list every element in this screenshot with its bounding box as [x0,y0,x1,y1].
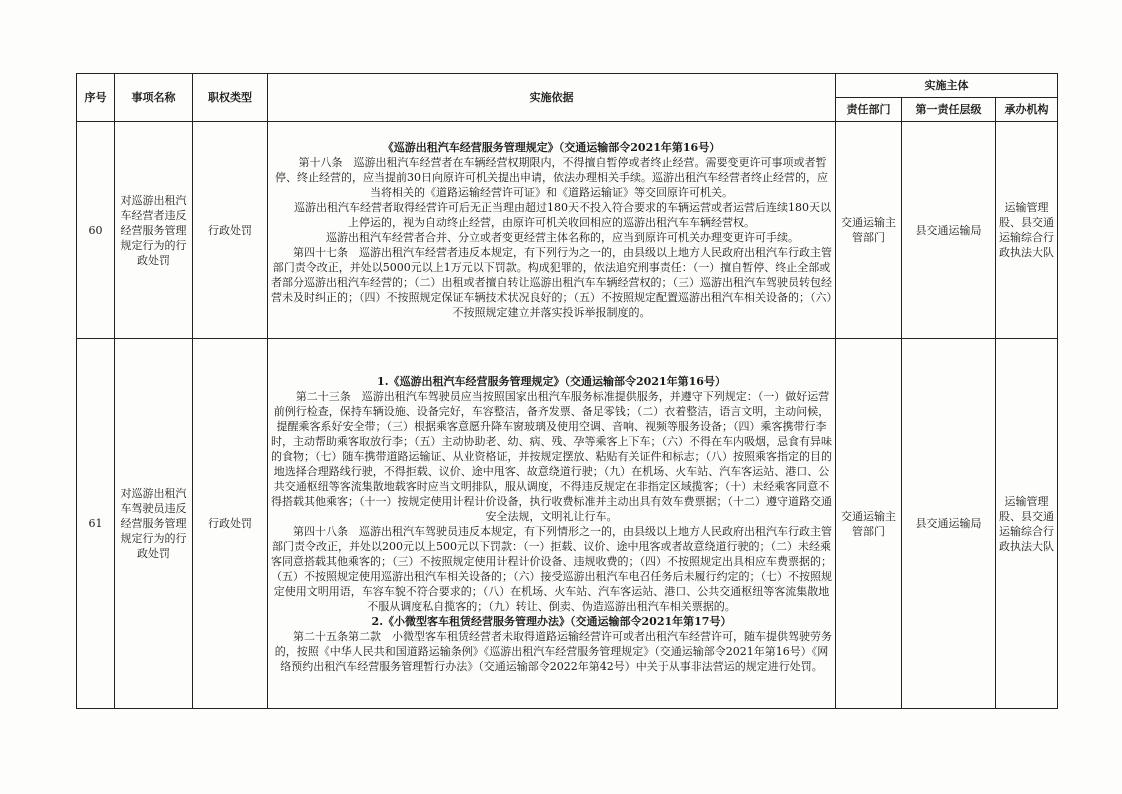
row-item-name: 对巡游出租汽车驾驶员违反经营服务管理规定行为的行政处罚 [115,339,193,709]
header-level: 第一责任层级 [902,98,996,122]
header-org: 承办机构 [996,98,1058,122]
header-basis: 实施依据 [268,74,836,122]
basis-title: 《巡游出租汽车经营服务管理规定》（交通运输部令2021年第16号） [382,141,721,154]
table-row [77,339,1058,709]
row-power-type: 行政处罚 [193,122,268,339]
row-dept: 交通运输主管部门 [836,339,902,709]
row-power-type: 行政处罚 [193,339,268,709]
basis-paragraph: 第二十五条第二款 小微型客车租赁经营者未取得道路运输经营许可或者出租汽车经营许可，随车提供驾驶劳务的，按照《中华人民共和国道路运输条例》《巡游出租汽车经营服务管理规定》（交通运输部令2021年第16号）《网络预约出租汽车经营服务管理暂行办法》（交通运输部令2022年第42号）中关于从事非法营运的规定进行处罚。 [274,629,832,673]
basis-paragraph: 第二十三条 巡游出租汽车驾驶员应当按照国家出租汽车服务标准提供服务，并遵守下列规定：（一）做好运营前例行检查，保持车辆设施、设备完好，车容整洁，备齐发票、备足零钱；（二）衣着整洁，语言文明，主动问候，提醒乘客系好安全带；（三）根据乘客意愿升降车窗玻璃及使用空调、音响、视频等服务设备；（四）乘客携带行李时，主动帮助乘客取放行李；（五）主动协助老、幼、病、残、孕等乘客上下车；（六）不得在车内吸烟，忌食有异味的食物；（七）随车携带道路运输证、从业资格证，并按规定摆放、粘贴有关证件和标志；（八）按照乘客指定的目的地选择合理路线行驶，不得拒载、议价、途中甩客、故意绕道行驶；（九）在机场、火车站、汽车客运站、港口、公共交通枢纽等客流集散地载客时应当文明排队，服从调度，不得违反规定在非指定区域揽客；（十）未经乘客同意不得搭载其他乘客；（十一）按规定使用计程计价设备，执行收费标准并主动出具有效车费票据；（十二）遵守道路交通安全法规，文明礼让行车。 [271,389,832,523]
row-org: 运输管理股、县交通运输综合行政执法大队 [996,122,1058,339]
row-basis [268,122,836,339]
basis-paragraph: 第四十八条 巡游出租汽车驾驶员违反本规定，有下列情形之一的，由县级以上地方人民政府出租汽车行政主管部门责令改正，并处以200元以上500元以下罚款：（一）拒载、议价、途中甩客或者故意绕道行驶的；（二）未经乘客同意搭载其他乘客的；（三）不按照规定使用计程计价设备、违规收费的；（四）不按照规定出具相应车费票据的；（五）不按照规定使用巡游出租汽车相关设备的；（六）接受巡游出租汽车电召任务后未履行约定的；（七）不按照规定使用文明用语，车容车貌不符合要求的；（八）在机场、火车站、汽车客运站、港口、公共交通枢纽等客流集散地不服从调度私自揽客的；（九）转让、倒卖、伪造巡游出租汽车相关票据的。 [271,524,832,613]
row-dept: 交通运输主管部门 [836,122,902,339]
enforcement-table [76,73,1058,709]
basis-title: 2.《小微型客车租赁经营服务管理办法》（交通运输部令2021年第17号） [371,614,732,628]
table-row [77,122,1058,339]
row-seq: 61 [77,339,115,709]
row-level: 县交通运输局 [902,339,996,709]
row-item-name: 对巡游出租汽车经营者违反经营服务管理规定行为的行政处罚 [115,122,193,339]
basis-paragraph: 第四十七条 巡游出租汽车经营者违反本规定，有下列行为之一的，由县级以上地方人民政府出租汽车行政主管部门责令改正，并处以5000元以上1万元以下罚款。构成犯罪的，依法追究刑事责任：（一）擅自暂停、终止全部或者部分巡游出租汽车经营的；（二）出租或者擅自转让巡游出租汽车车辆经营权的；（三）巡游出租汽车驾驶员转包经营未及时纠正的；（四）不按照规定保证车辆技术状况良好的；（五）不按照规定配置巡游出租汽车相关设备的；（六）不按照规定建立并落实投诉举报制度的。 [271,246,832,319]
header-item-name: 事项名称 [115,74,193,122]
row-org: 运输管理股、县交通运输综合行政执法大队 [996,339,1058,709]
header-power-type: 职权类型 [193,74,268,122]
row-basis [268,339,836,709]
basis-paragraph: 第十八条 巡游出租汽车经营者在车辆经营权期限内，不得擅自暂停或者终止经营。需要变更许可事项或者暂停、终止经营的，应当提前30日向原许可机关提出申请，依法办理相关手续。巡游出租汽车经营者终止经营的，应当将相关的《道路运输经营许可证》和《道路运输证》等交回原许可机关。 [275,156,828,199]
basis-title: 1.《巡游出租汽车经营服务管理规定》（交通运输部令2021年第16号） [377,374,726,388]
row-level: 县交通运输局 [902,122,996,339]
row-seq: 60 [77,122,115,339]
header-dept: 责任部门 [836,98,902,122]
basis-paragraph: 巡游出租汽车经营者取得经营许可后无正当理由超过180天不投入符合要求的车辆运营或者运营后连续180天以上停运的，视为自动终止经营，由原许可机关收回相应的巡游出租汽车车辆经营权。 [294,201,831,229]
basis-paragraph: 巡游出租汽车经营者合并、分立或者变更经营主体名称的，应当到原许可机关办理变更许可手续。 [326,231,799,244]
header-subject: 实施主体 [836,74,1058,98]
header-seq: 序号 [77,74,115,122]
